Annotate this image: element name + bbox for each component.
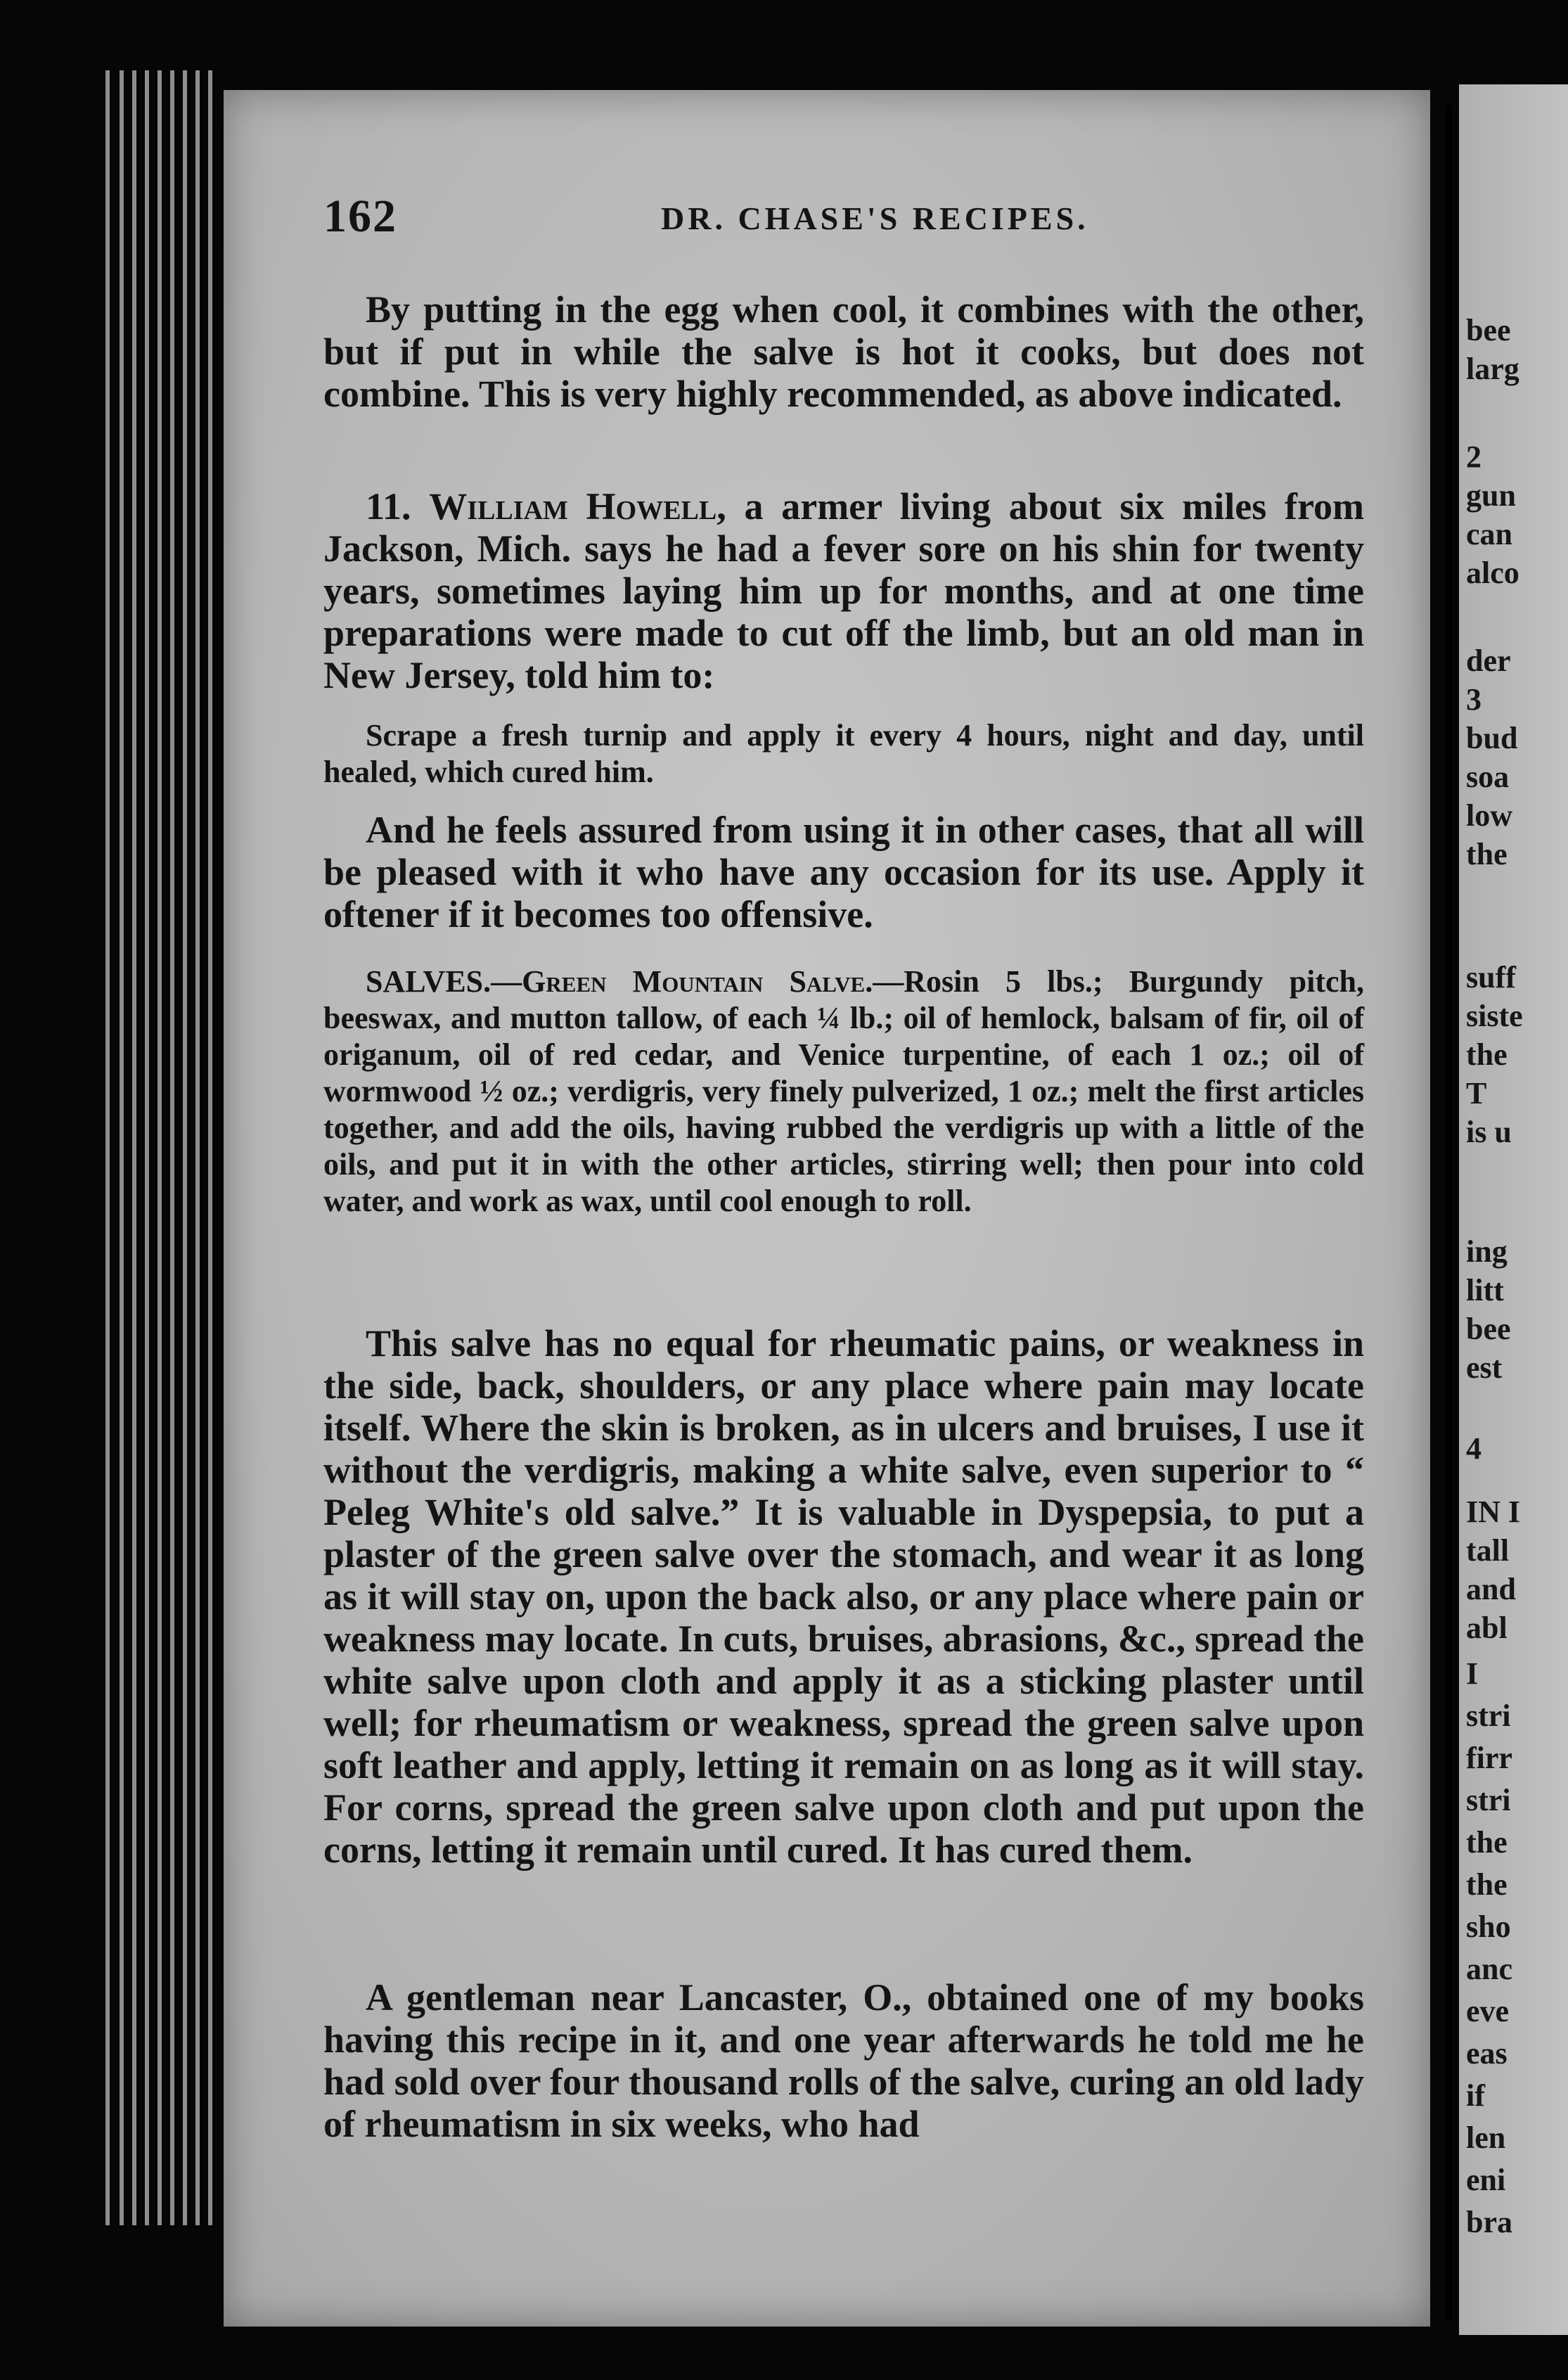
paragraph-text xyxy=(323,964,1364,1220)
facing-page-fragment: eas xyxy=(1466,2036,1508,2071)
facing-page-fragment: suff xyxy=(1466,960,1516,994)
facing-page-fragment: eve xyxy=(1466,1994,1510,2028)
facing-page-fragment: tall xyxy=(1466,1533,1510,1568)
facing-page-fragment: ing xyxy=(1466,1234,1508,1269)
gutter-line xyxy=(1445,105,1452,2321)
facing-page-fragment: eni xyxy=(1466,2163,1506,2197)
page-edge xyxy=(132,70,136,2225)
page-edge xyxy=(195,70,200,2225)
facing-page-fragment: and xyxy=(1466,1572,1516,1606)
page-edge xyxy=(120,70,124,2225)
recipe-number: 11. xyxy=(366,485,411,527)
facing-page-fragment: litt xyxy=(1466,1273,1504,1307)
page-edge xyxy=(183,70,187,2225)
facing-page-fragment: the xyxy=(1466,837,1508,871)
facing-page-fragment: can xyxy=(1466,517,1512,551)
facing-page-fragment: alco xyxy=(1466,556,1519,590)
facing-page-fragment: IN I xyxy=(1466,1495,1521,1529)
facing-page-fragment: abl xyxy=(1466,1611,1508,1645)
person-name: William Howell xyxy=(429,485,717,527)
facing-page-fragment: anc xyxy=(1466,1952,1512,1986)
facing-page-fragment: 3 xyxy=(1466,682,1482,717)
facing-page-fragment: 4 xyxy=(1466,1431,1482,1466)
facing-page-fragment: the xyxy=(1466,1037,1508,1072)
page-header xyxy=(323,190,1364,253)
page-number: 162 xyxy=(323,191,397,242)
paragraph-text: Scrape a fresh turnip and apply it every 4 hours, night and day, until healed, which cured him. xyxy=(323,718,1364,789)
paragraph-rest: , a armer living about six miles from Jackson, Mich. says he had a fever sore on his shin for twenty years, sometimes laying him up for months, and at one time preparations were made to cut off the limb, but an old man in New Jersey, told him to: xyxy=(323,485,1364,696)
paragraph-text: By putting in the egg when cool, it combines with the other, but if put in while the salve is hot it cooks, but does not combine. This is very highly recommended, as above indicated. xyxy=(323,288,1364,415)
paragraph-text: And he feels assured from using it in other cases, that all will be pleased with it who have any occasion for its use. Apply it oftener if it becomes too offensive. xyxy=(323,809,1364,935)
paragraph-egg xyxy=(323,288,1364,415)
page-edge xyxy=(170,70,174,2225)
paragraph-rest: —Rosin 5 lbs.; Burgundy pitch, beeswax, and mutton tallow, of each ¼ lb.; oil of hemlock, balsam of fir, oil of origanum, oil of red cedar, and Venice turpentine, of each 1 oz.; oil of wormwood ½ oz.; verdigris, very finely pulverized, 1 oz.; melt the first articles together, and add the oils, having rubbed the verdigris up with a little of the oils, and put it in with the other articles, stirring well; then pour into cold water, and work as wax, until cool enough to roll. xyxy=(323,964,1364,1218)
facing-page-fragment: bee xyxy=(1466,1312,1511,1346)
facing-page-fragment: firr xyxy=(1466,1741,1512,1775)
page-edge xyxy=(158,70,162,2225)
facing-page-fragment: sho xyxy=(1466,1909,1511,1944)
facing-page-fragment: est xyxy=(1466,1350,1503,1385)
paragraph-assured xyxy=(323,809,1364,935)
paragraph-green-mountain-salve xyxy=(323,964,1364,1220)
facing-page-fragment: len xyxy=(1466,2120,1506,2155)
page-edge xyxy=(145,70,149,2225)
facing-page-fragment: bee xyxy=(1466,313,1511,347)
paragraph-salve-uses xyxy=(323,1322,1364,1871)
facing-page-fragment: stri xyxy=(1466,1783,1511,1817)
running-head: DR. CHASE'S RECIPES. xyxy=(661,200,1089,236)
facing-page-fragment: soa xyxy=(1466,760,1510,794)
facing-page-fragment: siste xyxy=(1466,999,1523,1033)
page-edge xyxy=(208,70,212,2225)
facing-page-fragment: gun xyxy=(1466,478,1516,513)
facing-page-fragment: I xyxy=(1466,1656,1479,1691)
facing-page-fragment: der xyxy=(1466,644,1511,678)
facing-page-fragment: the xyxy=(1466,1825,1508,1860)
facing-page-fragment: bra xyxy=(1466,2205,1512,2239)
facing-page-fragment: larg xyxy=(1466,352,1519,386)
recipe-title: —Green Mountain Salve. xyxy=(491,964,873,999)
paragraph-text xyxy=(323,485,1364,696)
facing-page-fragment: stri xyxy=(1466,1698,1511,1733)
facing-page-fragment: low xyxy=(1466,798,1512,833)
paragraph-turnip xyxy=(323,717,1364,791)
paragraph-text: A gentleman near Lancaster, O., obtained one of my books having this recipe in it, and one year afterwards he told me he had sold over four thousand rolls of the salve, curing an old lady of rheumatism in six weeks, who had xyxy=(323,1976,1364,2145)
facing-page-fragment: 2 xyxy=(1466,440,1482,474)
facing-page-fragment: bud xyxy=(1466,721,1518,755)
page-edge xyxy=(105,70,110,2225)
paragraph-text: This salve has no equal for rheumatic pains, or weakness in the side, back, shoulders, or any place where pain may locate itself. Where the skin is broken, as in ulcers and bruises, I use it without the verdigris, making a white salve, even superior to “ Peleg White's old salve.” It is valuable in Dyspepsia, to put a plaster of the green salve over the stomach, and wear it as long as it will stay on, upon the back also, or any place where pain or weakness may locate. In cuts, bruises, abrasions, &c., spread the white salve upon cloth and apply it as a sticking plaster until well; for rheumatism or weakness, spread the green salve upon soft leather and apply, letting it remain on as long as it will stay. For corns, spread the green salve upon cloth and put upon the corns, letting it remain until cured. It has cured them. xyxy=(323,1322,1364,1871)
paragraph-howell xyxy=(323,485,1364,696)
section-heading: SALVES. xyxy=(366,964,491,999)
facing-page-fragment: the xyxy=(1466,1867,1508,1902)
paragraph-lancaster xyxy=(323,1976,1364,2145)
facing-page-fragment: if xyxy=(1466,2078,1485,2113)
facing-page-fragment: T xyxy=(1466,1076,1487,1111)
facing-page-fragment: is u xyxy=(1466,1115,1512,1149)
